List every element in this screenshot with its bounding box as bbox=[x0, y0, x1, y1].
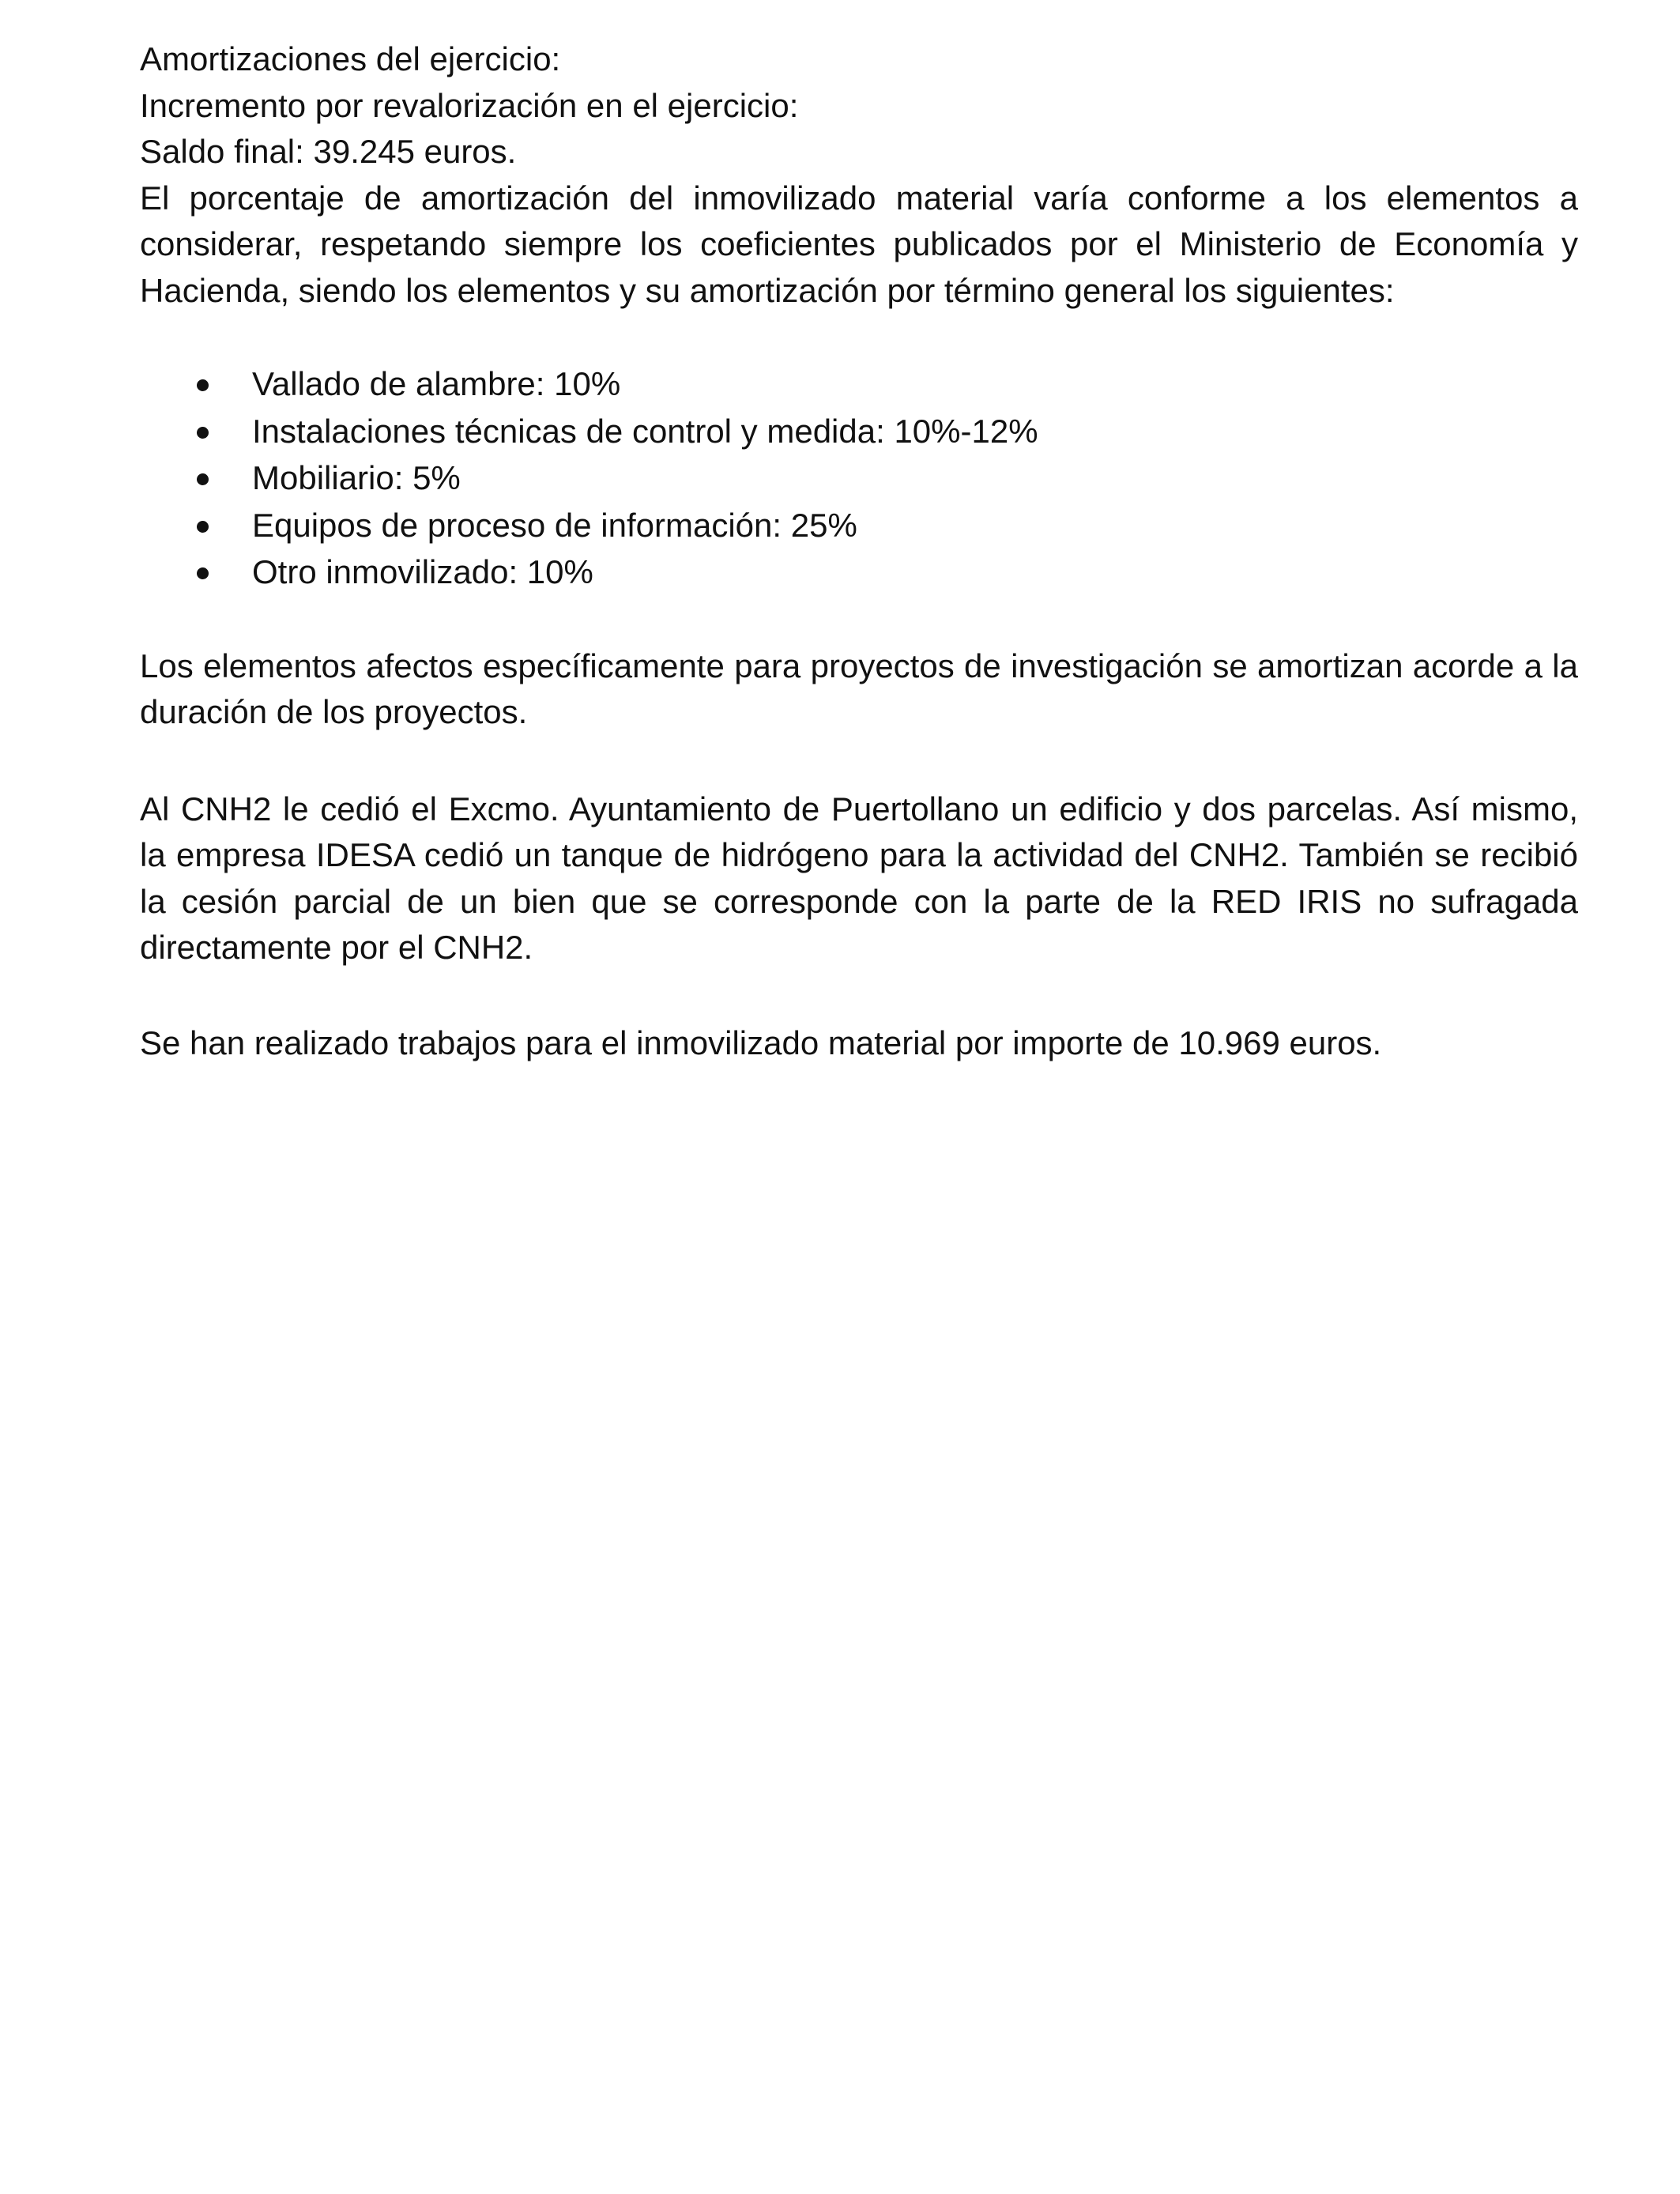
trabajos-paragraph: Se han realizado trabajos para el inmovilizado material por importe de 10.969 euros. bbox=[140, 1023, 1382, 1061]
bullet-icon bbox=[197, 379, 209, 391]
list-item-text: Instalaciones técnicas de control y medida: 10%-12% bbox=[252, 412, 1038, 450]
bullet-icon bbox=[197, 427, 209, 439]
list-item bbox=[140, 360, 1578, 408]
saldo-final-line: Saldo final: 39.245 euros. bbox=[140, 133, 517, 170]
incremento-line: Incremento por revalorización en el ejercicio: bbox=[140, 86, 799, 124]
cesion-paragraph: Al CNH2 le cedió el Excmo. Ayuntamiento de Puertollano un edificio y dos parcelas. Así mismo, la empresa IDESA cedió un tanque de hidrógeno para la actividad del CNH2. También se recibió la cesión parcial de un bien que se corresponde con la parte de la RED IRIS no sufragada directamente por el CNH2. bbox=[140, 790, 1578, 966]
bullet-icon bbox=[197, 567, 209, 579]
document-body bbox=[140, 36, 1578, 1066]
list-item bbox=[140, 454, 1578, 502]
amortizaciones-line: Amortizaciones del ejercicio: bbox=[140, 40, 561, 77]
porcentaje-paragraph: El porcentaje de amortización del inmovilizado material varía conforme a los elementos a considerar, respetando siempre los coeficientes publicados por el Ministerio de Economía y Hacienda, siendo los elementos y su amortización por término general los siguientes: bbox=[140, 179, 1578, 309]
list-item bbox=[140, 408, 1578, 455]
list-item-text: Otro inmovilizado: 10% bbox=[252, 553, 593, 590]
list-item bbox=[140, 548, 1578, 596]
list-item-text: Vallado de alambre: 10% bbox=[252, 365, 621, 402]
list-item-text: Equipos de proceso de información: 25% bbox=[252, 506, 857, 544]
amortization-list bbox=[140, 360, 1578, 596]
bullet-icon bbox=[197, 521, 209, 533]
list-item-text: Mobiliario: 5% bbox=[252, 459, 461, 496]
list-item bbox=[140, 502, 1578, 549]
proyectos-paragraph: Los elementos afectos específicamente para proyectos de investigación se amortizan acorde a la duración de los proyectos. bbox=[140, 647, 1578, 730]
bullet-icon bbox=[197, 473, 209, 485]
